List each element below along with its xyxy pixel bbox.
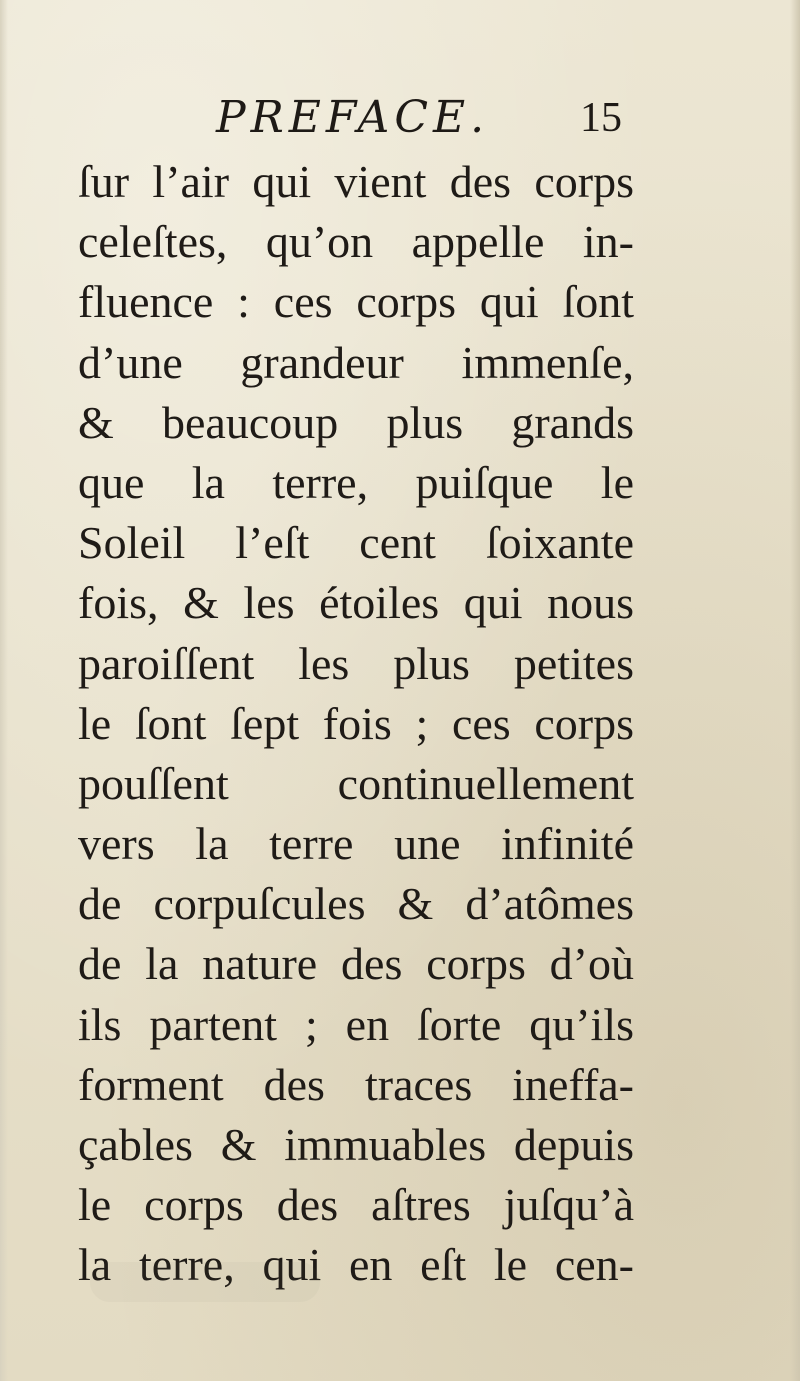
text-line: ils partent ; en ſorte qu’ils: [78, 998, 634, 1050]
text-line: vers la terre une infinité: [78, 818, 634, 870]
text-line: forment des traces ineffa-: [78, 1058, 634, 1110]
text-line: de corpuſcules & d’atômes: [78, 878, 634, 930]
text-line: Soleil l’eſt cent ſoixante: [78, 517, 634, 569]
text-line: pouſſent continuellement: [78, 757, 634, 809]
text-line: celeſtes, qu’on appelle in-: [78, 216, 634, 268]
text-line: ſur l’air qui vient des corps: [78, 156, 634, 207]
show-through-smudge: [90, 1262, 320, 1302]
running-title: PREFACE.: [216, 92, 490, 143]
page-number: 15: [580, 95, 622, 141]
text-line: que la terre, puiſque le: [78, 456, 634, 508]
text-line: & beaucoup plus grands: [78, 396, 634, 448]
text-line: çables & immuables depuis: [78, 1119, 634, 1170]
page-right-edge: [790, 0, 800, 1381]
text-line: le corps des aſtres juſqu’à: [78, 1179, 634, 1231]
page-left-edge: [0, 0, 8, 1381]
text-line: la terre, qui en eſt le cen-: [78, 1239, 634, 1291]
body-text: [78, 152, 634, 1296]
page-header: [80, 92, 640, 152]
text-line: fois, & les étoiles qui nous: [78, 577, 634, 629]
text-line: d’une grandeur immenſe,: [78, 336, 634, 388]
text-line: fluence : ces corps qui ſont: [78, 276, 634, 328]
text-line: de la nature des corps d’où: [78, 938, 634, 990]
text-line: paroiſſent les plus petites: [78, 637, 634, 689]
text-line: le ſont ſept fois ; ces corps: [78, 697, 634, 749]
